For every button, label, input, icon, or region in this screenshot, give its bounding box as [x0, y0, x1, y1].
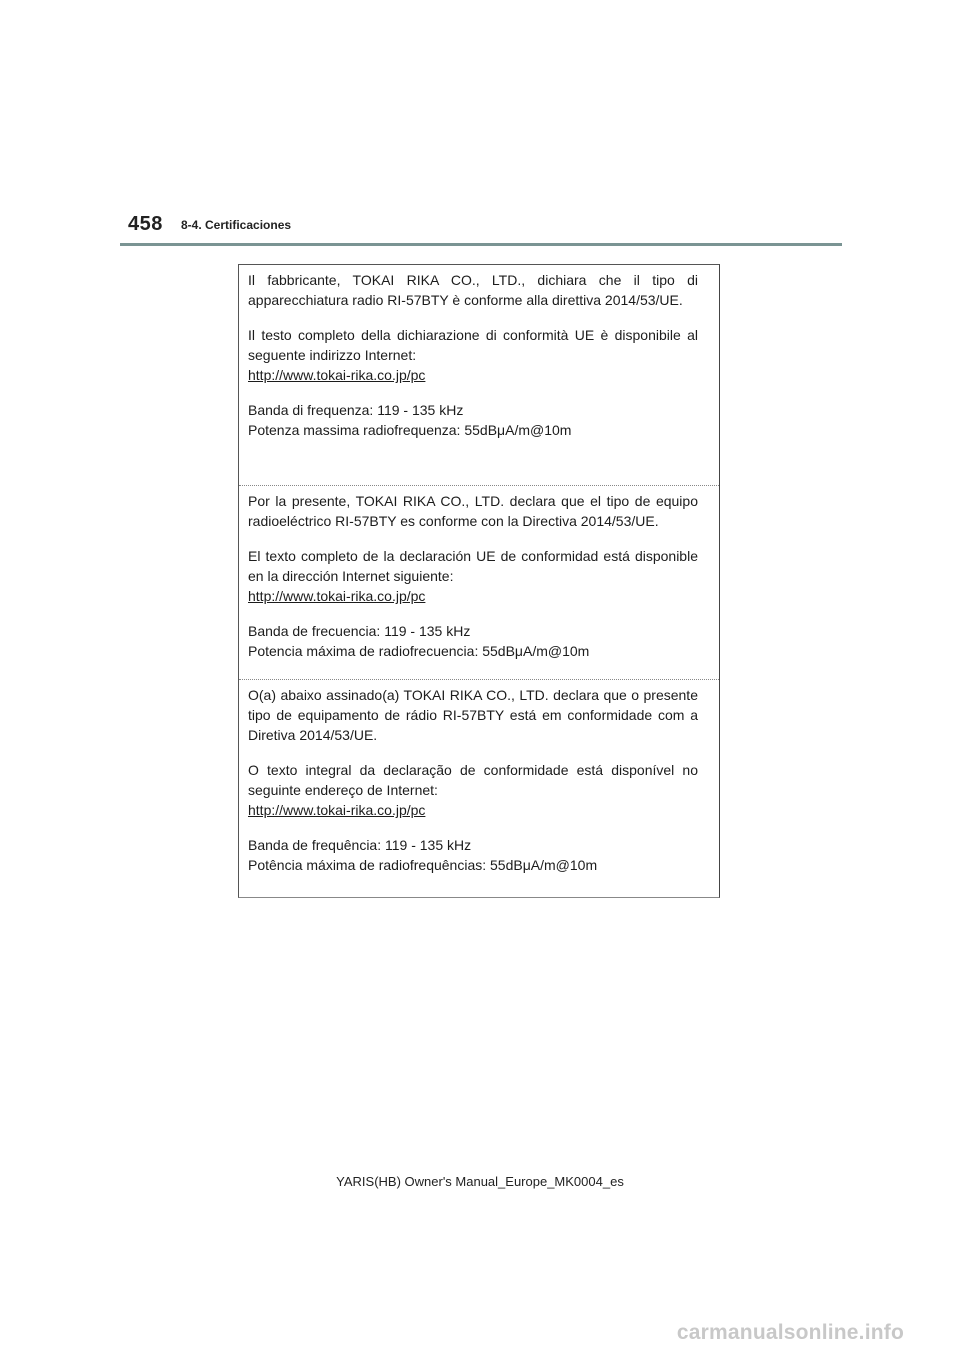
frequency-band: Banda de frequência: 119 - 135 kHz	[248, 837, 472, 853]
manufacturer-url-link[interactable]: http://www.tokai-rika.co.jp/pc	[248, 802, 426, 818]
radio-specs	[248, 400, 698, 440]
certificate-spanish	[239, 485, 719, 679]
header-rule	[120, 243, 842, 246]
footer-manual-id: YARIS(HB) Owner's Manual_Europe_MK0004_es	[336, 1174, 624, 1189]
max-power: Potenza massima radiofrequenza: 55dBμA/m@10m	[248, 422, 572, 438]
page-number: 458	[128, 213, 163, 235]
max-power: Potencia máxima de radiofrecuencia: 55dBμA/m@10m	[248, 643, 590, 659]
full-text-intro: O texto integral da declaração de conformidade está disponível no seguinte endereço de Internet:	[248, 762, 698, 798]
frequency-band: Banda de frecuencia: 119 - 135 kHz	[248, 623, 471, 639]
declaration-text: Il fabbricante, TOKAI RIKA CO., LTD., dichiara che il tipo di apparecchiatura radio RI-57BTY è conforme alla direttiva 2014/53/UE.	[248, 272, 698, 308]
section-title: 8-4. Certificaciones	[181, 218, 292, 232]
manufacturer-url-link[interactable]: http://www.tokai-rika.co.jp/pc	[248, 588, 426, 604]
radio-specs	[248, 621, 698, 661]
radio-specs	[248, 835, 698, 875]
manufacturer-url-link[interactable]: http://www.tokai-rika.co.jp/pc	[248, 367, 426, 383]
certificate-italian	[239, 270, 719, 481]
max-power: Potência máxima de radiofrequências: 55dBμA/m@10m	[248, 857, 598, 873]
certification-box	[238, 264, 720, 898]
certificate-portuguese	[239, 679, 719, 897]
full-text-info	[248, 546, 698, 606]
declaration-text: Por la presente, TOKAI RIKA CO., LTD. declara que el tipo de equipo radioeléctrico RI-57BTY es conforme con la Directiva 2014/53/UE.	[248, 493, 698, 529]
declaration-text: O(a) abaixo assinado(a) TOKAI RIKA CO., LTD. declara que o presente tipo de equipamento de rádio RI-57BTY está em conformidade com a Diretiva 2014/53/UE.	[248, 687, 698, 743]
full-text-intro: Il testo completo della dichiarazione di conformità UE è disponibile al seguente indirizzo Internet:	[248, 327, 698, 363]
watermark: carmanualsonline.info	[676, 1321, 904, 1344]
full-text-info	[248, 760, 698, 820]
full-text-intro: El texto completo de la declaración UE de conformidad está disponible en la dirección Internet siguiente:	[248, 548, 698, 584]
full-text-info	[248, 325, 698, 385]
frequency-band: Banda di frequenza: 119 - 135 kHz	[248, 402, 464, 418]
